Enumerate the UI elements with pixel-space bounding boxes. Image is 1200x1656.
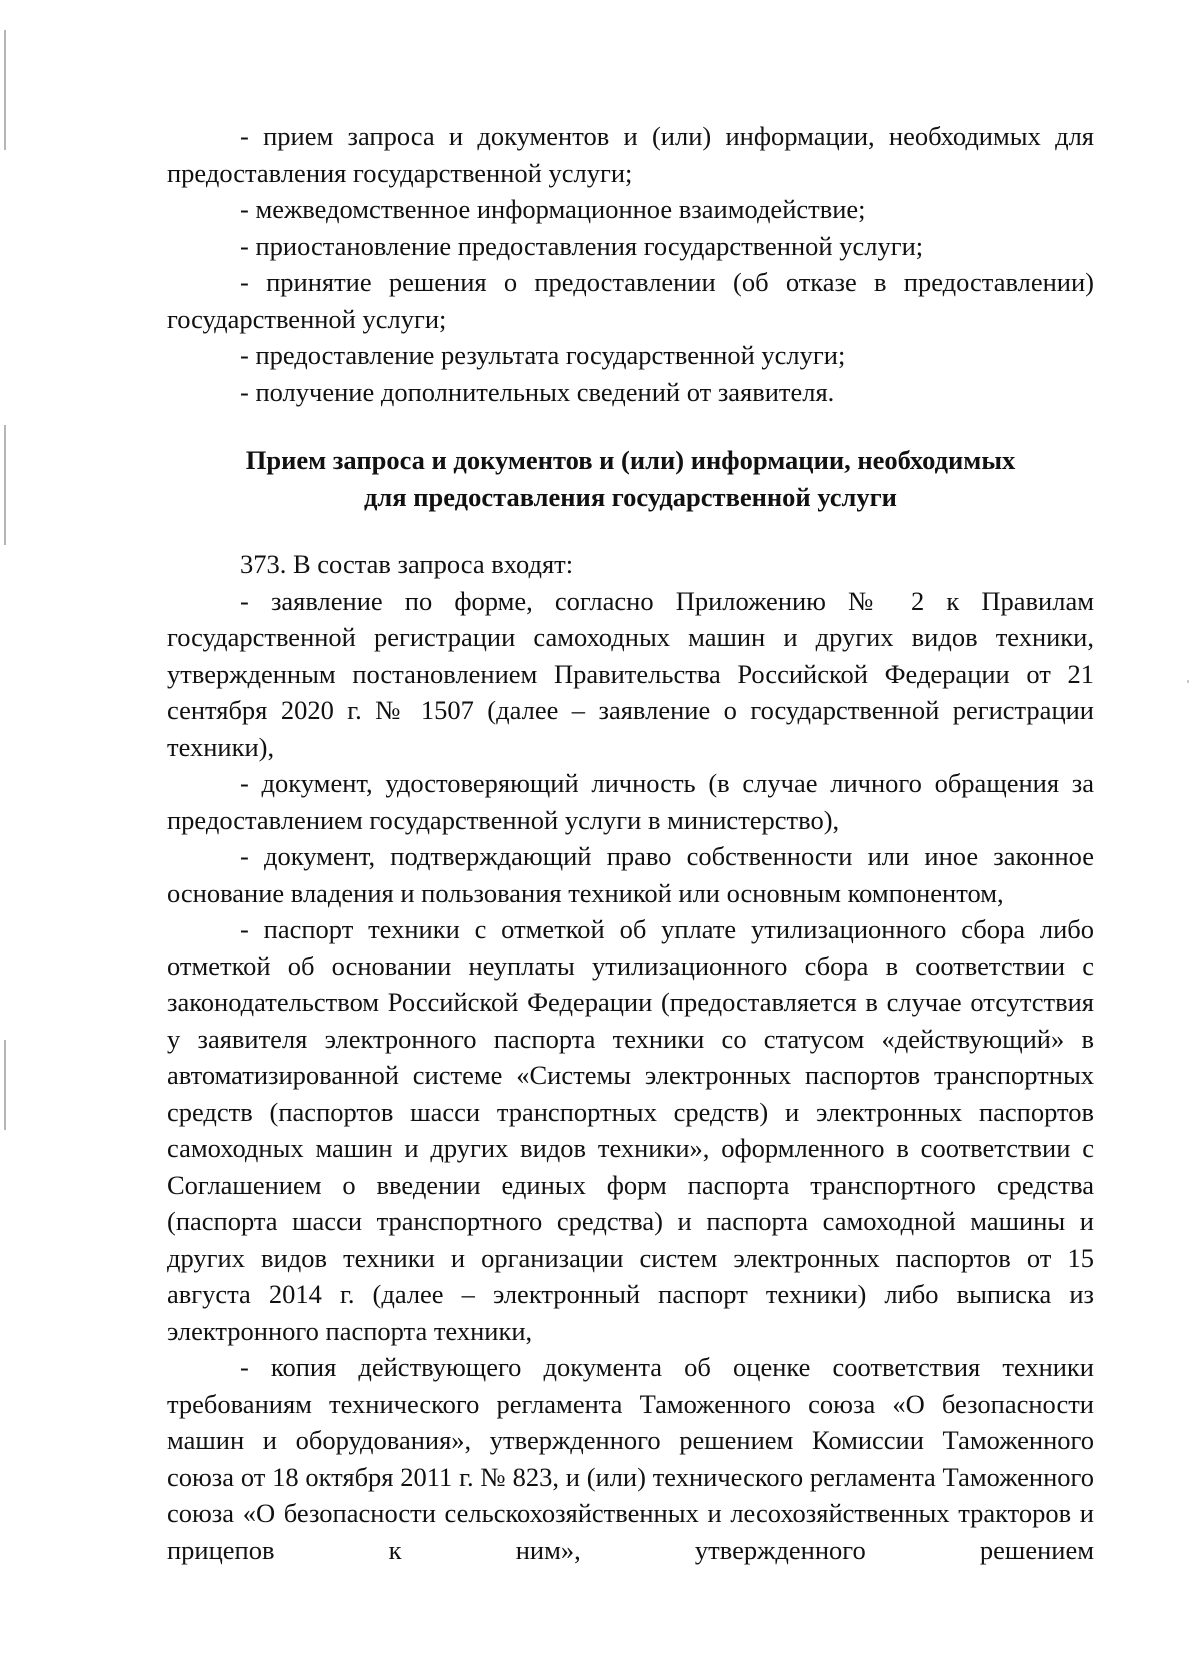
section-heading xyxy=(167,442,1094,516)
list-item: - приостановление предоставления государственной услуги; xyxy=(240,230,924,261)
clause-item: - паспорт техники с отметкой об уплате утилизационного сбора либо отметкой об основании неуплаты утилизационного сбора в соответствии с законодательством Российской Федерации (предоставляется в случае отсутствия у заявителя электронного паспорта техники со статусом «действующий» в автоматизированной системе «Системы электронных паспортов транспортных средств (паспортов шасси транспортных средств) и электронных паспортов самоходных машин и других видов техники», оформленного в соответствии с Соглашением о введении единых форм паспорта транспортного средства (паспорта шасси транспортного средства) и паспорта самоходной машины и других видов техники и организации систем электронных паспортов от 15 августа 2014 г. (далее – электронный паспорт техники) либо выписка из электронного паспорта техники, xyxy=(167,914,1094,1346)
document-body xyxy=(167,118,1094,1568)
clause-item: - документ, удостоверяющий личность (в случае личного обращения за предоставлением государственной услуги в министерство), xyxy=(167,768,1094,835)
section-heading-line: для предоставления государственной услуги xyxy=(364,482,897,512)
list-item: - принятие решения о предоставлении (об отказе в предоставлении) государственной услуги; xyxy=(167,267,1094,334)
clause-intro: 373. В состав запроса входят: xyxy=(240,549,574,579)
procedures-list xyxy=(167,118,1094,410)
scan-edge-mark xyxy=(4,1040,6,1130)
scan-edge-mark xyxy=(4,30,6,150)
clause-item: - заявление по форме, согласно Приложению № 2 к Правилам государственной регистрации самоходных машин и других видов техники, утвержденным постановлением Правительства Российской Федерации от 21 сентября 2020 г. № 1507 (далее – заявление о государственной регистрации техники), xyxy=(167,585,1094,762)
clause-item: - копия действующего документа об оценке соответствия техники требованиям технического регламента Таможенного союза «О безопасности машин и оборудования», утвержденного решением Комиссии Таможенного союза от 18 октября 2011 г. № 823, и (или) технического регламента Таможенного союза «О безопасности сельскохозяйственных и лесохозяйственных тракторов и прицепов к ним», утвержденного решением xyxy=(167,1352,1094,1565)
section-body xyxy=(167,546,1094,1568)
clause-item: - документ, подтверждающий право собственности или иное законное основание владения и пользования техникой или основным компонентом, xyxy=(167,841,1094,908)
scan-speck xyxy=(1187,680,1189,683)
scan-edge-mark xyxy=(4,425,6,545)
list-item: - получение дополнительных сведений от заявителя. xyxy=(240,376,835,407)
section-heading-line: Прием запроса и документов и (или) информации, необходимых xyxy=(245,445,1016,475)
list-item: - прием запроса и документов и (или) информации, необходимых для предоставления государственной услуги; xyxy=(167,121,1094,188)
list-item: - предоставление результата государственной услуги; xyxy=(240,340,846,370)
list-item: - межведомственное информационное взаимодействие; xyxy=(240,194,866,224)
